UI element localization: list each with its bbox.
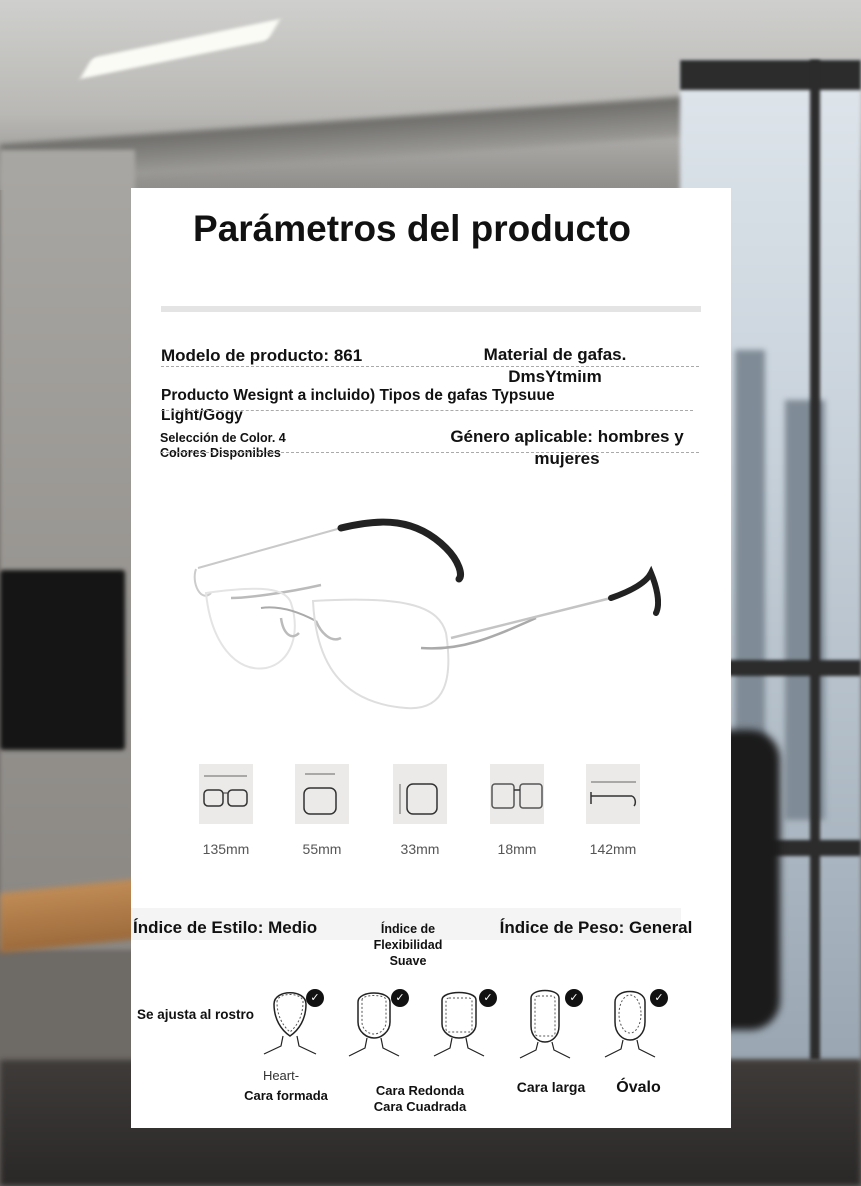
- fits-face-label: Se ajusta al rostro: [137, 1007, 255, 1022]
- window-frame: [680, 60, 861, 90]
- check-icon: ✓: [391, 989, 409, 1007]
- left-wall: [0, 150, 135, 950]
- style-index: Índice de Estilo: Medio: [133, 918, 318, 937]
- param-color: Selección de Color. 4 Colores Disponibles: [160, 431, 286, 460]
- monitor: [0, 570, 125, 750]
- frame-width-icon: [199, 764, 253, 824]
- rimless-glasses-image: [191, 513, 661, 723]
- param-weight: Producto Wesignt a incluido) Tipos de gafas Typsuue Light/Gogy: [161, 387, 555, 424]
- bridge-width-icon: [490, 764, 544, 824]
- face-label-heart: Cara formada: [244, 1088, 328, 1103]
- weight-index: Índice de Peso: General: [499, 918, 693, 937]
- param-material: Material de gafas. DmsYtmiım: [483, 345, 627, 386]
- page-title: Parámetros del producto: [193, 208, 631, 249]
- check-icon: ✓: [565, 989, 583, 1007]
- check-icon: ✓: [650, 989, 668, 1007]
- face-label-heart-top: Heart-: [262, 1068, 300, 1083]
- lens-height-icon: [393, 764, 447, 824]
- face-label-long: Cara larga: [516, 1079, 586, 1095]
- flexibility-index: Índice de Flexibilidad Suave: [373, 922, 443, 968]
- measure-value: 18mm: [497, 841, 537, 857]
- measure-value: 135mm: [202, 841, 250, 857]
- measure-value: 55mm: [302, 841, 342, 857]
- check-icon: ✓: [479, 989, 497, 1007]
- title-divider: [161, 306, 701, 312]
- face-label-oval: Óvalo: [616, 1079, 661, 1096]
- measure-value: 142mm: [589, 841, 637, 857]
- window-frame: [810, 60, 820, 1060]
- temple-length-icon: [586, 764, 640, 824]
- lens-width-icon: [295, 764, 349, 824]
- measurements-row: [131, 764, 731, 864]
- product-parameters-card: [131, 188, 731, 1128]
- measure-value: 33mm: [400, 841, 440, 857]
- param-gender: Género aplicable: hombres y mujeres: [450, 427, 684, 468]
- dotted-divider: [161, 410, 693, 411]
- param-model: Modelo de producto: 861: [161, 346, 363, 365]
- face-label-round-square: Cara Redonda Cara Cuadrada: [373, 1083, 467, 1114]
- check-icon: ✓: [306, 989, 324, 1007]
